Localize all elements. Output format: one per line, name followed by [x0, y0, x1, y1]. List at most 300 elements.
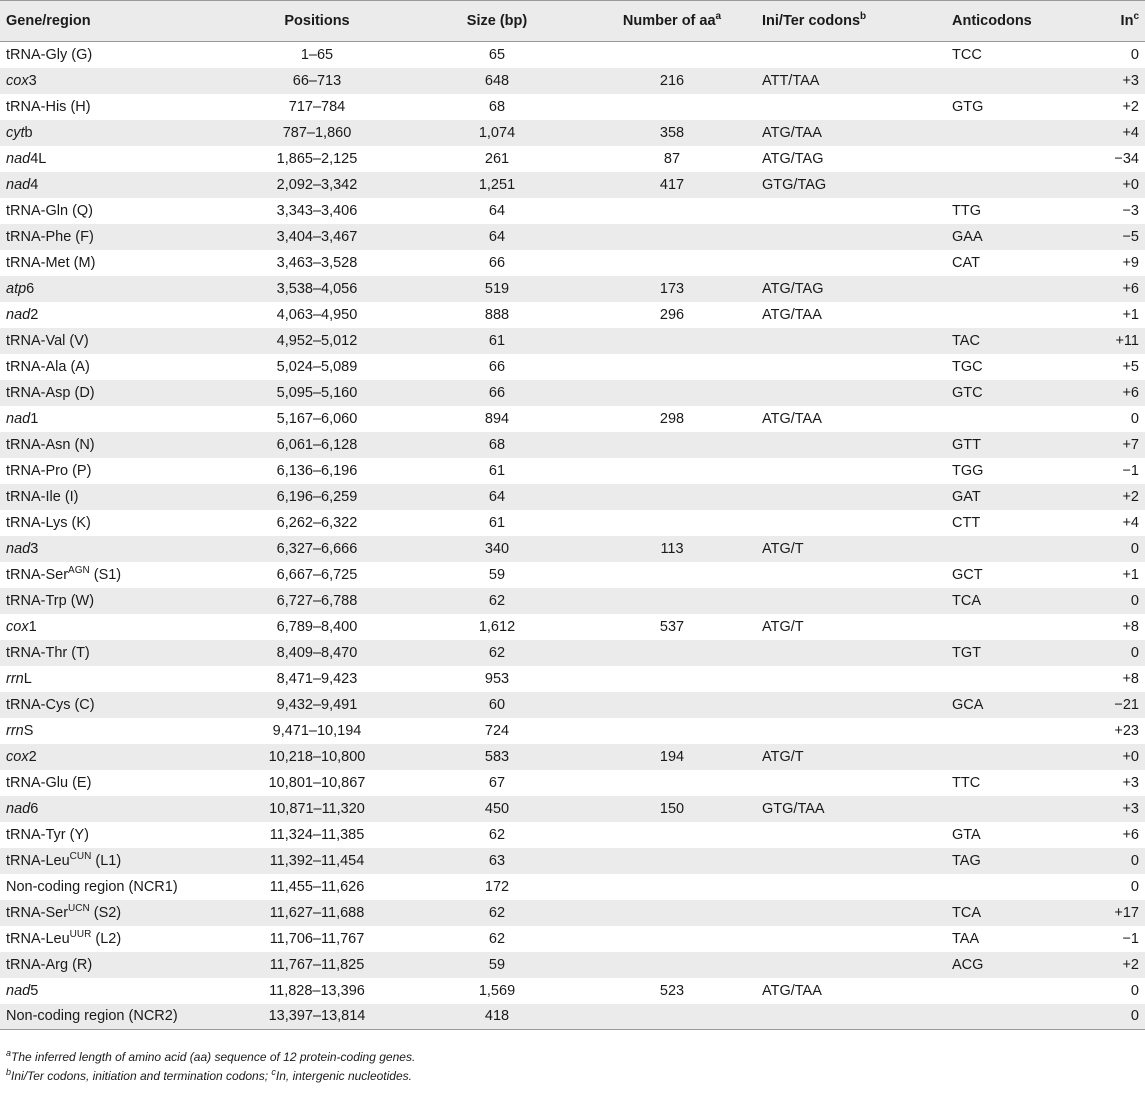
table-row — [0, 432, 1145, 458]
table-row — [0, 68, 1145, 94]
cell-gene: tRNA-Ser$^{AGN}$ (S1) — [6, 564, 122, 583]
cell-gene: tRNA-Met (M) — [6, 254, 96, 271]
cell-aa — [582, 380, 762, 406]
cell-codons — [762, 432, 952, 458]
cell-size: 583 — [484, 748, 510, 765]
cell-positions: 3,343–3,406 — [276, 202, 358, 219]
cell-gene: tRNA-Ile (I) — [6, 488, 79, 505]
cell-size: 418 — [412, 1004, 582, 1030]
cell-anticodon: TAG — [952, 852, 981, 869]
cell-codons: ATG/TAA — [762, 410, 822, 427]
cell-gene: tRNA-Gln (Q) — [6, 202, 93, 219]
cell-gene: nad4 — [6, 176, 39, 193]
cell-intergenic: +6 — [1122, 384, 1139, 401]
cell-anticodon — [952, 146, 1092, 172]
cell-anticodon: GCA — [952, 696, 984, 713]
cell-size: 1,612 — [478, 618, 516, 635]
cell-positions: 11,455–11,626 — [269, 878, 365, 895]
table-row — [0, 822, 1145, 848]
cell-size: 65 — [488, 46, 506, 63]
cell-codons — [762, 458, 952, 484]
cell-size: 340 — [484, 540, 510, 557]
cell-size: 450 — [484, 800, 510, 817]
cell-aa — [582, 224, 762, 250]
table-row — [0, 770, 1145, 796]
cell-size: 68 — [488, 436, 506, 453]
cell-anticodon: TTG — [952, 202, 981, 219]
cell-codons — [762, 718, 952, 744]
cell-gene: cox3 — [6, 72, 37, 89]
table-row — [0, 848, 1145, 874]
table-row — [0, 484, 1145, 510]
cell-size: 64 — [488, 228, 506, 245]
table-row — [0, 198, 1145, 224]
table-row — [0, 354, 1145, 380]
cell-intergenic: +5 — [1122, 358, 1139, 375]
cell-aa — [582, 926, 762, 952]
footnote-b-c: $^b$Ini/Ter codons, initiation and termination codons; $^c$In, intergenic nucleotides. — [6, 1067, 412, 1083]
cell-size: 62 — [488, 644, 506, 661]
cell-size: 1,074 — [478, 124, 516, 141]
cell-positions: 11,828–13,396 — [269, 982, 365, 999]
cell-anticodon: TAC — [952, 332, 980, 349]
cell-positions: 717–784 — [288, 98, 346, 115]
cell-size: 62 — [488, 592, 506, 609]
cell-size: 1,251 — [478, 176, 516, 193]
cell-aa — [582, 666, 762, 692]
cell-size: 61 — [488, 462, 506, 479]
cell-size: 724 — [484, 722, 510, 739]
cell-aa — [582, 250, 762, 276]
cell-intergenic: −21 — [1114, 696, 1139, 713]
cell-codons — [762, 874, 952, 900]
cell-intergenic: +1 — [1122, 566, 1139, 583]
cell-size: 68 — [488, 98, 506, 115]
cell-positions: 4,952–5,012 — [276, 332, 358, 349]
cell-codons: ATG/T — [762, 618, 804, 635]
cell-aa: 150 — [659, 800, 685, 817]
cell-positions: 9,471–10,194 — [272, 722, 362, 739]
cell-gene: tRNA-Asp (D) — [6, 384, 95, 401]
cell-aa: 87 — [663, 150, 681, 167]
cell-intergenic: 0 — [1130, 644, 1139, 661]
cell-aa: 358 — [659, 124, 685, 141]
table-row — [0, 666, 1145, 692]
cell-aa — [582, 588, 762, 614]
table-row — [0, 874, 1145, 900]
cell-codons: GTG/TAG — [762, 176, 827, 193]
cell-positions: 5,095–5,160 — [276, 384, 358, 401]
table-row — [0, 588, 1145, 614]
cell-codons: ATG/T — [762, 540, 804, 557]
cell-codons — [762, 770, 952, 796]
cell-aa: 298 — [659, 410, 685, 427]
cell-gene: cytb — [6, 124, 33, 141]
cell-codons — [762, 822, 952, 848]
cell-gene: tRNA-Val (V) — [6, 332, 89, 349]
cell-codons — [762, 94, 952, 120]
cell-intergenic: 0 — [1130, 46, 1139, 63]
cell-codons — [762, 692, 952, 718]
cell-gene: tRNA-Pro (P) — [6, 462, 92, 479]
cell-codons: ATG/TAA — [762, 124, 822, 141]
header-row — [0, 1, 1145, 42]
table-row — [0, 458, 1145, 484]
col-gene-header: Gene/region — [0, 1, 222, 42]
cell-intergenic: +4 — [1122, 124, 1139, 141]
cell-anticodon: GCT — [952, 566, 983, 583]
table-row — [0, 744, 1145, 770]
cell-gene: cox1 — [6, 618, 37, 635]
col-aa-header: Number of $aa^a$ — [582, 1, 762, 42]
cell-size: 648 — [484, 72, 510, 89]
cell-size: 66 — [488, 358, 506, 375]
table-row — [0, 614, 1145, 640]
cell-positions: 5,024–5,089 — [276, 358, 358, 375]
cell-aa — [582, 432, 762, 458]
table-row — [0, 1004, 1145, 1030]
table-row — [0, 42, 1145, 68]
cell-intergenic: +0 — [1122, 176, 1139, 193]
footnote-a: $^a$The inferred length of amino acid (aa) sequence of 12 protein-coding genes. — [6, 1048, 416, 1064]
cell-aa: 173 — [659, 280, 685, 297]
cell-intergenic: −1 — [1122, 930, 1139, 947]
cell-positions: 6,727–6,788 — [276, 592, 358, 609]
cell-anticodon: TCC — [952, 46, 982, 63]
cell-aa: 537 — [659, 618, 685, 635]
cell-positions: 10,871–11,320 — [269, 800, 365, 817]
cell-positions: 4,063–4,950 — [276, 306, 358, 323]
cell-intergenic: −34 — [1114, 150, 1139, 167]
cell-anticodon: GAA — [952, 228, 983, 245]
cell-gene: tRNA-Cys (C) — [6, 696, 95, 713]
cell-positions: 2,092–3,342 — [276, 176, 358, 193]
cell-codons — [762, 198, 952, 224]
table-row — [0, 536, 1145, 562]
cell-aa: 216 — [659, 72, 685, 89]
table-row — [0, 640, 1145, 666]
cell-intergenic: +23 — [1114, 722, 1139, 739]
cell-anticodon — [952, 1004, 1092, 1030]
cell-anticodon: TAA — [952, 930, 980, 947]
cell-intergenic: +3 — [1122, 800, 1139, 817]
cell-anticodon: TTC — [952, 774, 981, 791]
cell-codons — [762, 510, 952, 536]
cell-positions: 6,667–6,725 — [276, 566, 358, 583]
cell-size: 60 — [488, 696, 506, 713]
cell-anticodon — [952, 744, 1092, 770]
cell-size: 62 — [488, 904, 506, 921]
cell-aa — [582, 484, 762, 510]
cell-positions: 10,218–10,800 — [268, 748, 366, 765]
table-row — [0, 380, 1145, 406]
cell-aa: 523 — [659, 982, 685, 999]
cell-intergenic: +8 — [1122, 670, 1139, 687]
cell-codons: ATG/TAA — [762, 306, 822, 323]
cell-size: 63 — [488, 852, 506, 869]
cell-size: 62 — [488, 930, 506, 947]
table-body — [0, 42, 1145, 1030]
cell-aa — [582, 718, 762, 744]
cell-intergenic: +6 — [1122, 826, 1139, 843]
table-row — [0, 94, 1145, 120]
cell-positions: 11,627–11,688 — [269, 904, 365, 921]
cell-codons: ATG/TAG — [762, 280, 824, 297]
cell-codons — [762, 224, 952, 250]
table-header — [0, 1, 1145, 42]
cell-gene: nad5 — [6, 982, 39, 999]
cell-anticodon: TCA — [952, 592, 981, 609]
table-row — [0, 900, 1145, 926]
cell-size: 519 — [484, 280, 510, 297]
cell-anticodon — [952, 120, 1092, 146]
cell-gene: Non-coding region (NCR2) — [0, 1004, 222, 1030]
cell-anticodon: GTG — [952, 98, 984, 115]
table-row — [0, 146, 1145, 172]
cell-gene: tRNA-Ala (A) — [6, 358, 90, 375]
cell-intergenic: 0 — [1130, 540, 1139, 557]
cell-aa — [582, 900, 762, 926]
cell-intergenic: +4 — [1122, 514, 1139, 531]
cell-positions: 11,767–11,825 — [269, 956, 365, 973]
cell-gene: tRNA-Tyr (Y) — [6, 826, 89, 843]
cell-gene: tRNA-Arg (R) — [6, 956, 93, 973]
cell-anticodon: TGG — [952, 462, 984, 479]
cell-gene: nad3 — [6, 540, 39, 557]
cell-anticodon — [952, 718, 1092, 744]
cell-gene: rrnL — [6, 670, 32, 687]
cell-size: 59 — [488, 566, 506, 583]
cell-anticodon — [952, 614, 1092, 640]
cell-gene: tRNA-Leu$^{UUR}$ (L2) — [6, 928, 122, 947]
col-positions-header: Positions — [222, 1, 412, 42]
col-in-header: In$^c$ — [1092, 1, 1145, 42]
cell-aa — [582, 328, 762, 354]
cell-positions: 6,327–6,666 — [276, 540, 358, 557]
cell-anticodon — [952, 302, 1092, 328]
cell-anticodon — [952, 874, 1092, 900]
table-row — [0, 224, 1145, 250]
table-row — [0, 926, 1145, 952]
cell-gene: tRNA-Glu (E) — [6, 774, 92, 791]
cell-gene: tRNA-Lys (K) — [6, 514, 91, 531]
table-row — [0, 718, 1145, 744]
cell-intergenic: −3 — [1122, 202, 1139, 219]
table-row — [0, 952, 1145, 978]
col-size-header: Size (bp) — [412, 1, 582, 42]
cell-anticodon — [952, 68, 1092, 94]
cell-aa — [582, 458, 762, 484]
cell-aa — [582, 770, 762, 796]
cell-gene: Non-coding region (NCR1) — [6, 878, 178, 895]
cell-codons — [762, 562, 952, 588]
cell-aa — [582, 640, 762, 666]
cell-gene: tRNA-Thr (T) — [6, 644, 90, 661]
cell-codons — [762, 666, 952, 692]
cell-codons: ATT/TAA — [762, 72, 820, 89]
cell-anticodon: GTT — [952, 436, 981, 453]
cell-aa — [582, 198, 762, 224]
col-anticodons-header: Anticodons — [952, 1, 1092, 42]
table-row — [0, 328, 1145, 354]
cell-intergenic: +2 — [1122, 956, 1139, 973]
cell-intergenic: +1 — [1122, 306, 1139, 323]
cell-codons — [762, 1004, 952, 1030]
cell-size: 59 — [488, 956, 506, 973]
cell-anticodon — [952, 666, 1092, 692]
table-row — [0, 302, 1145, 328]
cell-codons — [762, 900, 952, 926]
cell-size: 953 — [484, 670, 510, 687]
cell-codons — [762, 952, 952, 978]
cell-codons — [762, 484, 952, 510]
cell-aa — [582, 94, 762, 120]
cell-intergenic: 0 — [1130, 592, 1139, 609]
cell-anticodon — [952, 796, 1092, 822]
cell-anticodon: GTA — [952, 826, 981, 843]
cell-gene: tRNA-Phe (F) — [6, 228, 94, 245]
cell-gene: tRNA-Ser$^{UCN}$ (S2) — [6, 902, 122, 921]
cell-aa — [582, 42, 762, 68]
cell-anticodon: CTT — [952, 514, 981, 531]
cell-gene: rrnS — [6, 722, 34, 739]
cell-positions: 8,409–8,470 — [276, 644, 358, 661]
cell-codons: ATG/T — [762, 748, 804, 765]
cell-intergenic: −5 — [1122, 228, 1139, 245]
cell-size: 61 — [488, 332, 506, 349]
cell-intergenic: +6 — [1122, 280, 1139, 297]
cell-aa: 417 — [659, 176, 685, 193]
cell-codons — [762, 926, 952, 952]
cell-anticodon — [952, 978, 1092, 1004]
cell-codons — [762, 42, 952, 68]
cell-codons: GTG/TAA — [762, 800, 825, 817]
cell-intergenic: +2 — [1122, 98, 1139, 115]
cell-codons — [762, 328, 952, 354]
cell-anticodon — [952, 276, 1092, 302]
cell-intergenic: +7 — [1122, 436, 1139, 453]
cell-positions: 5,167–6,060 — [276, 410, 358, 427]
cell-aa — [582, 354, 762, 380]
cell-anticodon: CAT — [952, 254, 980, 271]
cell-size: 66 — [488, 384, 506, 401]
cell-intergenic: +3 — [1122, 72, 1139, 89]
table-row — [0, 978, 1145, 1004]
cell-size: 888 — [484, 306, 510, 323]
cell-intergenic: 0 — [1130, 410, 1139, 427]
cell-codons — [762, 250, 952, 276]
cell-size: 64 — [488, 488, 506, 505]
cell-anticodon — [952, 172, 1092, 198]
cell-aa — [582, 848, 762, 874]
cell-size: 64 — [488, 202, 506, 219]
footnotes — [6, 1048, 415, 1086]
cell-intergenic: −1 — [1122, 462, 1139, 479]
cell-gene: nad4L — [6, 150, 47, 167]
cell-positions: 6,196–6,259 — [276, 488, 358, 505]
cell-positions: 787–1,860 — [282, 124, 352, 141]
cell-aa: 194 — [659, 748, 685, 765]
cell-positions: 1–65 — [300, 46, 334, 63]
cell-positions: 6,789–8,400 — [276, 618, 358, 635]
table-row — [0, 562, 1145, 588]
cell-positions: 3,538–4,056 — [276, 280, 358, 297]
cell-size: 261 — [484, 150, 510, 167]
cell-gene: tRNA-Leu$^{CUN}$ (L1) — [6, 850, 122, 869]
cell-positions: 1,865–2,125 — [276, 150, 358, 167]
cell-codons — [762, 380, 952, 406]
cell-aa — [582, 692, 762, 718]
cell-positions: 66–713 — [292, 72, 342, 89]
cell-positions: 11,324–11,385 — [269, 826, 365, 843]
cell-positions: 8,471–9,423 — [276, 670, 358, 687]
col-codons-header: Ini/Ter codons$^b$ — [762, 1, 952, 42]
cell-gene: cox2 — [6, 748, 37, 765]
cell-aa — [582, 952, 762, 978]
cell-intergenic: +0 — [1122, 748, 1139, 765]
cell-positions: 3,463–3,528 — [276, 254, 358, 271]
cell-anticodon — [952, 536, 1092, 562]
cell-intergenic: 0 — [1130, 982, 1139, 999]
cell-intergenic: 0 — [1130, 852, 1139, 869]
cell-aa: 113 — [660, 540, 684, 557]
cell-anticodon — [952, 406, 1092, 432]
cell-gene: nad1 — [6, 410, 39, 427]
cell-gene: tRNA-Asn (N) — [6, 436, 95, 453]
cell-codons — [762, 354, 952, 380]
table-row — [0, 692, 1145, 718]
cell-positions: 11,706–11,767 — [269, 930, 365, 947]
cell-intergenic: +17 — [1114, 904, 1139, 921]
cell-positions: 11,392–11,454 — [269, 852, 365, 869]
cell-codons — [762, 588, 952, 614]
cell-aa — [582, 874, 762, 900]
cell-positions: 6,262–6,322 — [276, 514, 358, 531]
cell-positions: 6,136–6,196 — [276, 462, 358, 479]
cell-aa: 296 — [659, 306, 685, 323]
cell-intergenic: +11 — [1115, 332, 1139, 349]
cell-codons — [762, 848, 952, 874]
cell-positions: 13,397–13,814 — [222, 1004, 412, 1030]
cell-positions: 6,061–6,128 — [276, 436, 358, 453]
cell-positions: 10,801–10,867 — [268, 774, 366, 791]
cell-anticodon: GTC — [952, 384, 983, 401]
table-row — [0, 406, 1145, 432]
table-row — [0, 510, 1145, 536]
cell-gene: atp6 — [6, 280, 35, 297]
cell-size: 67 — [488, 774, 506, 791]
cell-positions: 9,432–9,491 — [276, 696, 358, 713]
table-row — [0, 120, 1145, 146]
cell-size: 172 — [484, 878, 510, 895]
cell-aa — [582, 562, 762, 588]
cell-aa — [582, 510, 762, 536]
table-row — [0, 250, 1145, 276]
cell-codons: ATG/TAG — [762, 150, 824, 167]
cell-intergenic: +3 — [1122, 774, 1139, 791]
cell-size: 1,569 — [478, 982, 516, 999]
cell-codons: ATG/TAA — [762, 982, 822, 999]
cell-gene: nad2 — [6, 306, 39, 323]
cell-anticodon: TGC — [952, 358, 983, 375]
cell-intergenic: 0 — [1130, 878, 1139, 895]
cell-intergenic: +9 — [1122, 254, 1139, 271]
cell-aa — [582, 822, 762, 848]
cell-size: 66 — [488, 254, 506, 271]
cell-size: 61 — [488, 514, 506, 531]
cell-intergenic: +2 — [1122, 488, 1139, 505]
cell-positions: 3,404–3,467 — [276, 228, 358, 245]
